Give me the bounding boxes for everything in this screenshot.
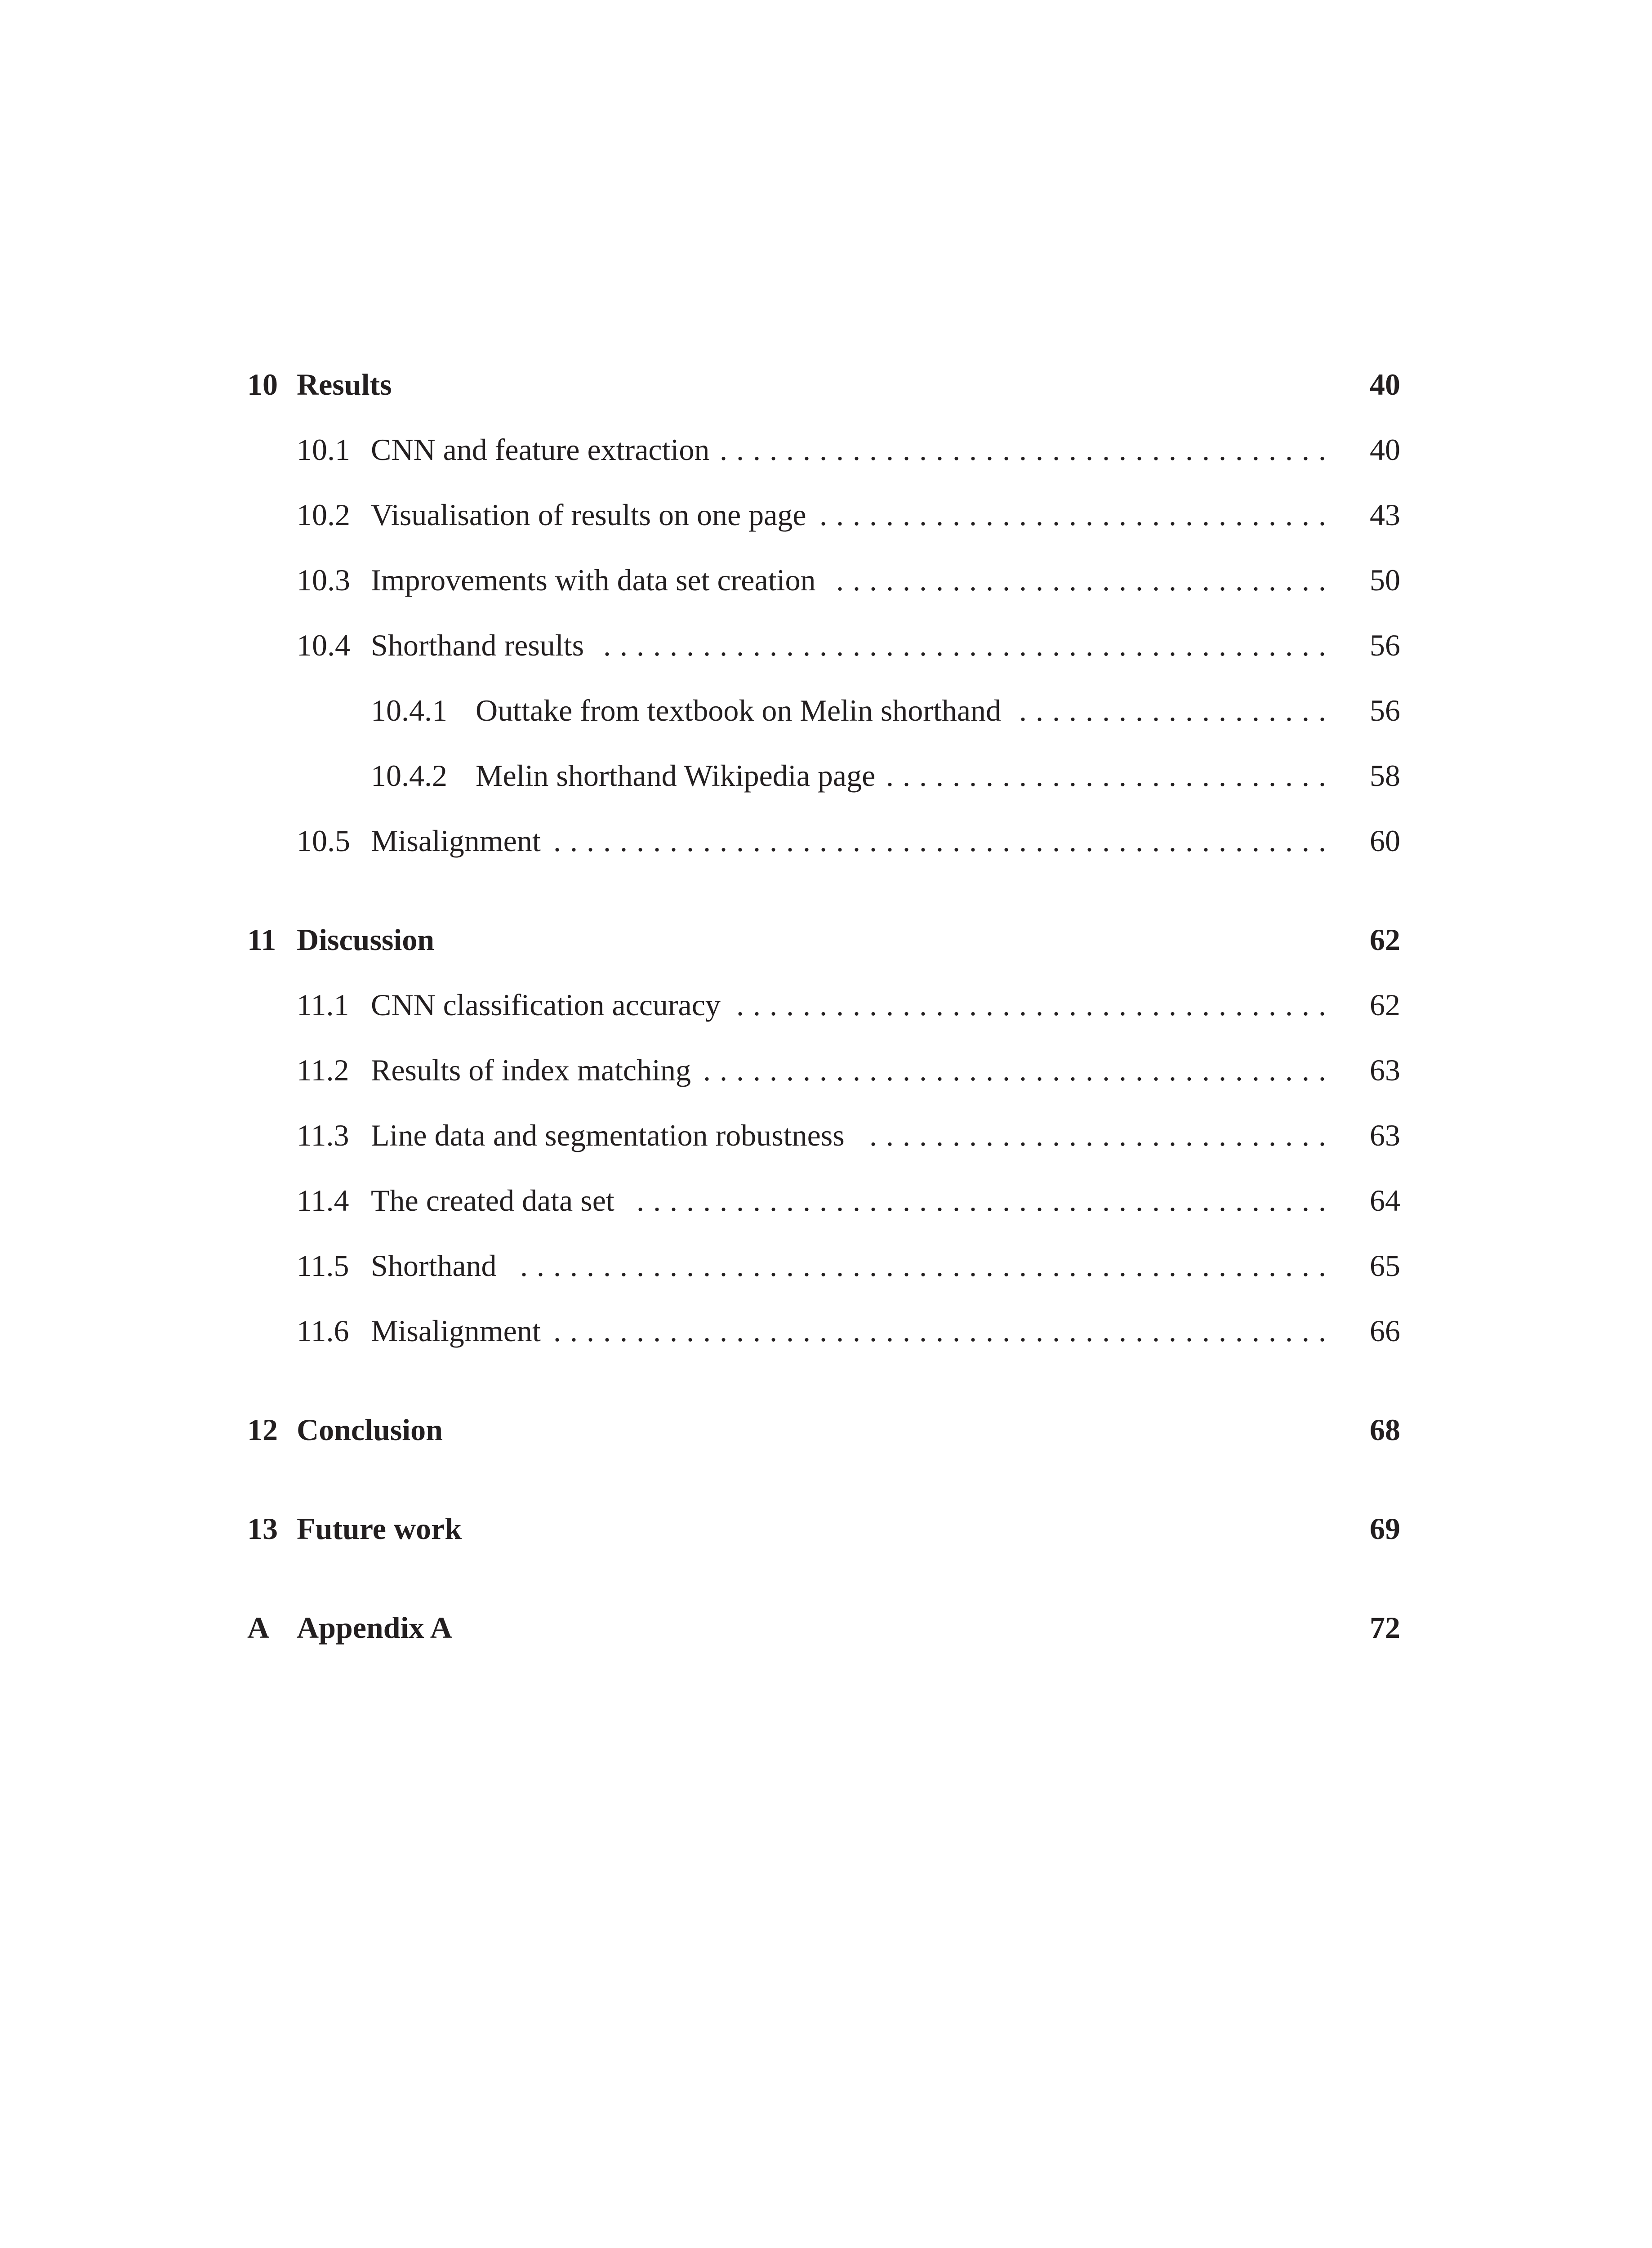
toc-entry-number: 10.5 — [297, 824, 350, 858]
toc-dot-leader: .............................. — [836, 563, 1335, 597]
toc-entry-title: Conclusion — [297, 1413, 443, 1447]
toc-entry-chapter — [247, 1603, 1400, 1652]
toc-dot-leader: .................................... — [736, 988, 1335, 1022]
toc-entry-title: Future work — [297, 1512, 462, 1546]
toc-dot-leader: ............................................... — [553, 824, 1335, 858]
toc-entry-subsection — [247, 751, 1400, 800]
toc-entry-page-number: 63 — [1370, 1053, 1400, 1087]
toc-entry-section — [247, 1111, 1400, 1160]
toc-entry-page-number: 50 — [1370, 563, 1400, 597]
toc-dot-leader: ..................................... — [720, 433, 1335, 467]
toc-entry-page-number: 69 — [1370, 1512, 1400, 1546]
toc-entry-section — [247, 980, 1400, 1030]
toc-entry-title: Results of index matching — [371, 1053, 691, 1087]
toc-entry-section — [247, 555, 1400, 605]
toc-entry-number: A — [247, 1610, 270, 1645]
toc-entry-number: 11.6 — [297, 1314, 349, 1348]
toc-entry-title: Shorthand results — [371, 628, 584, 662]
toc-entry-title: Visualisation of results on one page — [371, 498, 806, 532]
toc-entry-page-number: 60 — [1370, 824, 1400, 858]
toc-entry-section — [247, 1045, 1400, 1095]
toc-dot-leader: ................... — [1019, 693, 1335, 727]
toc-dot-leader: ............................................ — [603, 628, 1335, 662]
toc-entry-number: 11 — [247, 923, 276, 957]
toc-entry-title: Results — [297, 367, 392, 401]
toc-entry-number: 12 — [247, 1413, 278, 1447]
toc-entry-page-number: 68 — [1370, 1413, 1400, 1447]
toc-entry-number: 10.4 — [297, 628, 350, 662]
toc-dot-leader: ................................................. — [520, 1249, 1335, 1283]
toc-entry-section — [247, 490, 1400, 540]
toc-entry-page-number: 66 — [1370, 1314, 1400, 1348]
toc-entry-page-number: 64 — [1370, 1183, 1400, 1218]
toc-entry-page-number: 62 — [1370, 923, 1400, 957]
toc-entry-page-number: 56 — [1370, 693, 1400, 727]
toc-entry-page-number: 56 — [1370, 628, 1400, 662]
toc-entry-number: 11.5 — [297, 1249, 349, 1283]
toc-entry-page-number: 40 — [1370, 433, 1400, 467]
toc-entry-title: Improvements with data set creation — [371, 563, 816, 597]
toc-dot-leader: ........................... — [886, 758, 1335, 793]
toc-entry-subsection — [247, 686, 1400, 735]
toc-entry-number: 10.3 — [297, 563, 350, 597]
toc-entry-page-number: 58 — [1370, 758, 1400, 793]
toc-entry-title: Outtake from textbook on Melin shorthand — [476, 693, 1002, 727]
toc-entry-title: CNN and feature extraction — [371, 433, 710, 467]
toc-entry-page-number: 65 — [1370, 1249, 1400, 1283]
toc-entry-section — [247, 425, 1400, 474]
toc-entry-number: 11.2 — [297, 1053, 349, 1087]
toc-entry-number: 10.1 — [297, 433, 350, 467]
toc-entry-title: Misalignment — [371, 1314, 541, 1348]
toc-entry-number: 10.4.2 — [371, 758, 447, 793]
toc-entry-title: CNN classification accuracy — [371, 988, 721, 1022]
toc-dot-leader: .......................................... — [637, 1183, 1335, 1218]
toc-entry-title: Appendix A — [297, 1610, 452, 1645]
toc-entry-section — [247, 1241, 1400, 1290]
toc-entry-chapter — [247, 1504, 1400, 1553]
toc-entry-chapter — [247, 1405, 1400, 1454]
toc-entry-page-number: 62 — [1370, 988, 1400, 1022]
toc-entry-page-number: 40 — [1370, 367, 1400, 401]
toc-entry-page-number: 72 — [1370, 1610, 1400, 1645]
toc-entry-number: 10.4.1 — [371, 693, 447, 727]
toc-dot-leader: ............................... — [819, 498, 1335, 532]
toc-dot-leader: ...................................... — [703, 1053, 1335, 1087]
toc-entry-title: Shorthand — [371, 1249, 497, 1283]
toc-entry-chapter — [247, 915, 1400, 964]
toc-dot-leader: ............................................... — [553, 1314, 1335, 1348]
toc-entry-number: 13 — [247, 1512, 278, 1546]
toc-entry-chapter — [247, 360, 1400, 409]
toc-entry-title: Discussion — [297, 923, 435, 957]
toc-entry-section — [247, 816, 1400, 865]
toc-entry-number: 11.1 — [297, 988, 349, 1022]
toc-entry-title: Line data and segmentation robustness — [371, 1118, 845, 1152]
toc-entry-title: The created data set — [371, 1183, 614, 1218]
toc-entry-title: Melin shorthand Wikipedia page — [476, 758, 876, 793]
toc-entry-section — [247, 620, 1400, 670]
toc-entry-number: 11.4 — [297, 1183, 349, 1218]
toc-entry-section — [247, 1306, 1400, 1356]
toc-entry-section — [247, 1176, 1400, 1225]
toc-dot-leader: ............................ — [869, 1118, 1335, 1152]
toc-entry-title: Misalignment — [371, 824, 541, 858]
toc-entry-number: 10 — [247, 367, 278, 401]
toc-entry-number: 11.3 — [297, 1118, 349, 1152]
toc-entry-number: 10.2 — [297, 498, 350, 532]
toc-entry-page-number: 43 — [1370, 498, 1400, 532]
toc-entry-page-number: 63 — [1370, 1118, 1400, 1152]
